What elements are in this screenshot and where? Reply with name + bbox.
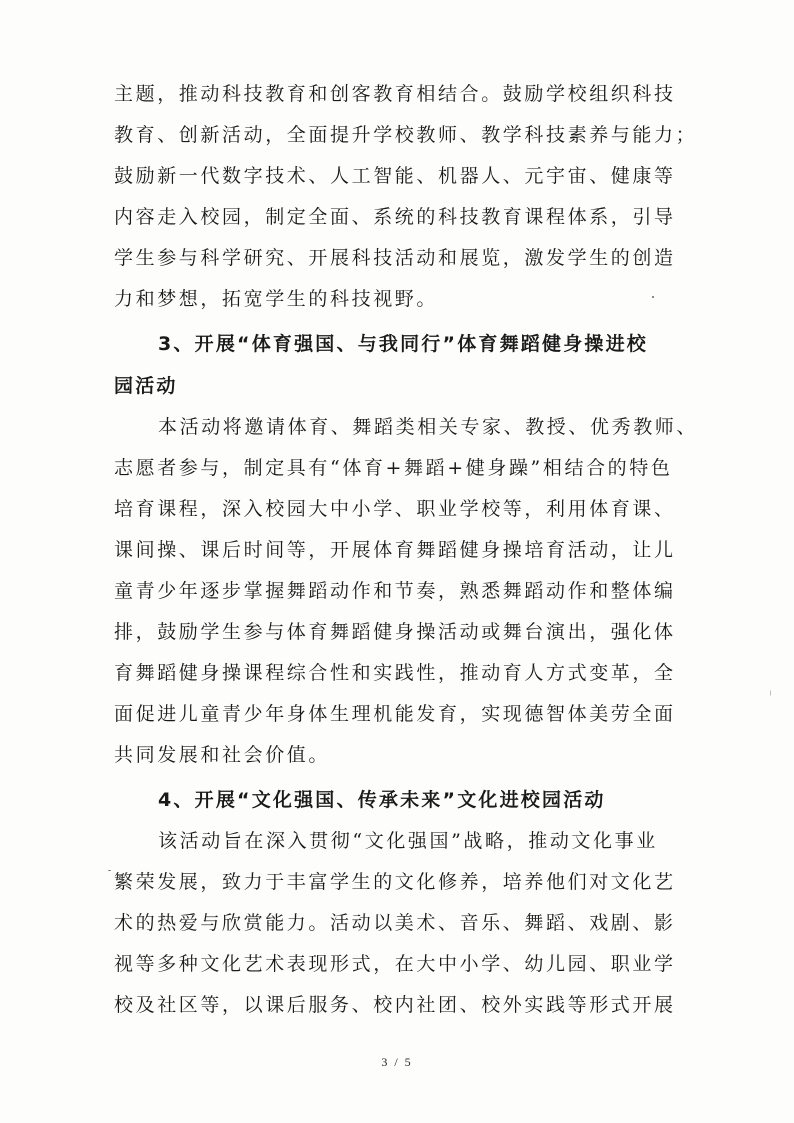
paragraph-sports-dance <box>114 407 699 776</box>
text-line: 童青少年逐步掌握舞蹈动作和节奏，熟悉舞蹈动作和整体编 <box>114 580 676 602</box>
scan-speck <box>652 296 654 298</box>
page-number: 3 / 5 <box>381 1055 413 1069</box>
text-line: 校及社区等，以课后服务、校内社团、校外实践等形式开展 <box>114 994 676 1016</box>
text-line: 共同发展和社会价值。 <box>114 744 331 766</box>
section-heading-3 <box>114 323 674 407</box>
text-line: 教育、创新活动，全面提升学校教师、教学科技素养与能力； <box>114 124 698 146</box>
text-line: 繁荣发展，致力于丰富学生的文化修养，培养他们对文化艺 <box>114 871 676 893</box>
text-line: 志愿者参与，制定具有“体育+舞蹈+健身躁”相结合的特色 <box>114 457 673 479</box>
text-line: 术的热爱与欣赏能力。活动以美术、音乐、舞蹈、戏剧、影 <box>114 912 676 934</box>
heading-line: 园活动 <box>114 375 178 397</box>
text-line: 鼓励新一代数字技术、人工智能、机器人、元宇宙、健康等 <box>114 165 676 187</box>
text-line: 育舞蹈健身操课程综合性和实践性，推动育人方式变革，全 <box>114 662 676 684</box>
text-line: 培育课程，深入校园大中小学、职业学校等，利用体育课、 <box>114 498 676 520</box>
paragraph-science-education <box>114 74 698 320</box>
heading-line: 3、开展“体育强国、与我同行”体育舞蹈健身操进校 <box>158 333 648 355</box>
text-line: 主题，推动科技教育和创客教育相结合。鼓励学校组织科技 <box>114 83 676 105</box>
document-body <box>114 74 699 1026</box>
scan-speck <box>108 870 111 871</box>
text-line: 视等多种文化艺术表现形式，在大中小学、幼儿园、职业学 <box>114 953 676 975</box>
text-line: 本活动将邀请体育、舞蹈类相关专家、教授、优秀教师、 <box>158 416 699 438</box>
text-line: 课间操、课后时间等，开展体育舞蹈健身操培育活动，让儿 <box>114 539 676 561</box>
text-line: 面促进儿童青少年身体生理机能发育，实现德智体美劳全面 <box>114 703 676 725</box>
heading-line: 4、开展“文化强国、传承未来”文化进校园活动 <box>158 789 606 811</box>
paragraph-culture <box>114 821 674 1026</box>
text-line: 排，鼓励学生参与体育舞蹈健身操活动或舞台演出，强化体 <box>114 621 676 643</box>
scan-speck <box>770 690 771 696</box>
text-line: 力和梦想，拓宽学生的科技视野。 <box>114 288 439 310</box>
text-line: 该活动旨在深入贯彻“文化强国”战略，推动文化事业 <box>158 830 658 852</box>
section-heading-4 <box>114 779 674 821</box>
text-line: 学生参与科学研究、开展科技活动和展览，激发学生的创造 <box>114 247 676 269</box>
text-line: 内容走入校园，制定全面、系统的科技教育课程体系，引导 <box>114 206 676 228</box>
